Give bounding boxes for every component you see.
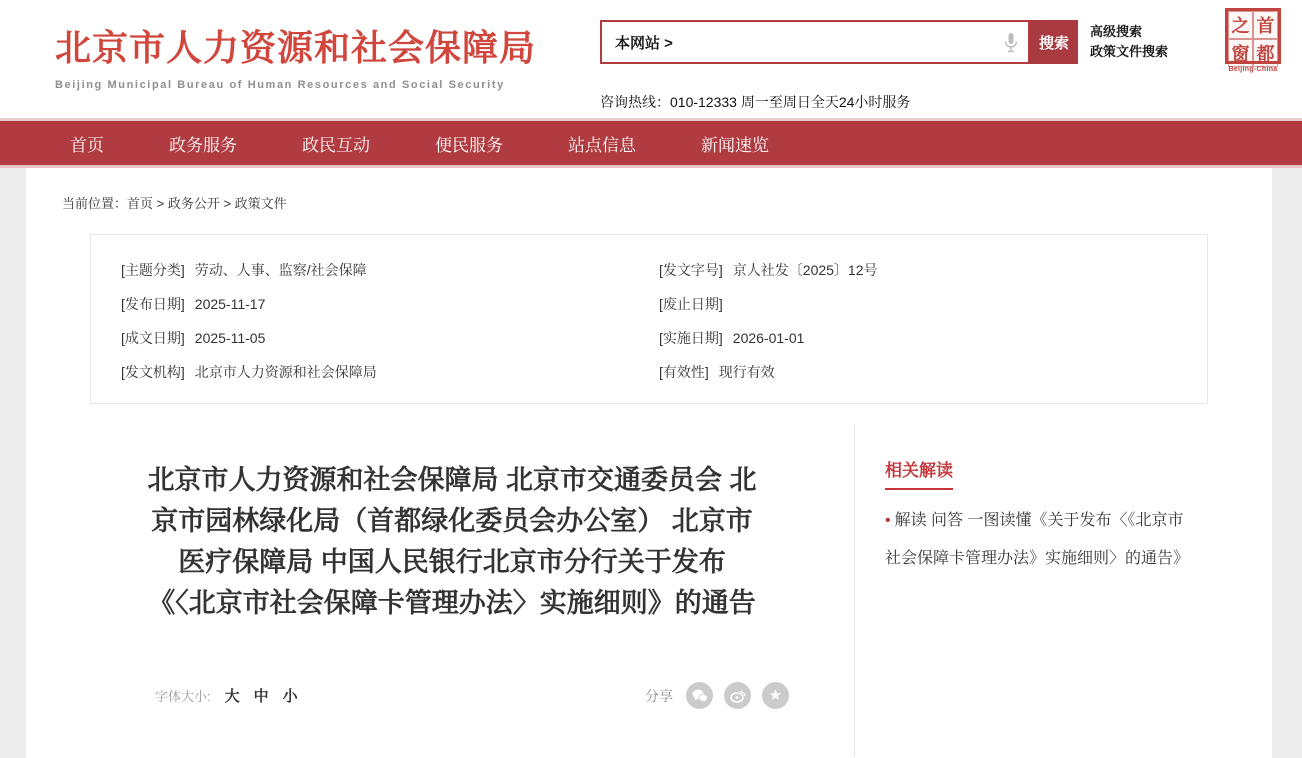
breadcrumb-label: 当前位置： (62, 196, 128, 211)
font-size-medium-button[interactable]: 中 (253, 688, 269, 705)
nav-item-interaction[interactable]: 政民互动 (302, 135, 370, 155)
article-toolbar (90, 682, 814, 709)
article-title-line: 《〈北京市社会保障卡管理办法〉实施细则》的通告 (148, 588, 756, 618)
nav-item-home[interactable]: 首页 (70, 135, 104, 155)
nav-item-site-info[interactable]: 站点信息 (568, 135, 636, 155)
article-title-line: 医疗保障局 中国人民银行北京市分行关于发布 (178, 547, 726, 577)
share-label: 分享 (645, 687, 673, 704)
breadcrumb (62, 193, 1272, 212)
wechat-share-icon[interactable] (686, 682, 713, 709)
search-input[interactable] (673, 22, 1004, 62)
nav-item-news[interactable]: 新闻速览 (701, 135, 769, 155)
related-list (885, 502, 1190, 578)
share-control (645, 682, 789, 709)
meta-left-column (121, 253, 639, 389)
site-logo[interactable] (55, 20, 536, 91)
article-main-column (26, 424, 855, 757)
site-logo-subtitle: Beijing Municipal Bureau of Human Resources and Social Security (55, 79, 505, 91)
content-container (26, 168, 1272, 758)
main-nav (0, 118, 1302, 168)
weibo-share-icon[interactable] (724, 682, 751, 709)
article-title-line: 京市园林绿化局（首都绿化委员会办公室） 北京市 (151, 506, 753, 536)
related-reading-heading[interactable]: 相关解读 (885, 456, 953, 490)
seal-char: 首 (1253, 11, 1278, 39)
related-item-text: 解读 问答 一图读懂《关于发布〈《北京市社会保障卡管理办法》实施细则〉的通告》 (885, 512, 1190, 567)
meta-row: [废止日期] (659, 296, 723, 312)
nav-item-convenience[interactable]: 便民服务 (435, 135, 503, 155)
search-area (600, 20, 1168, 64)
nav-item-services[interactable]: 政务服务 (169, 135, 237, 155)
policy-file-search-link[interactable]: 政策文件搜索 (1090, 44, 1169, 59)
bullet-icon: • (885, 512, 891, 529)
meta-row: [发文字号] 京人社发〔2025〕12号 (659, 262, 878, 278)
breadcrumb-path[interactable]: 首页 > 政务公开 > 政策文件 (127, 196, 287, 211)
favorite-star-icon[interactable] (762, 682, 789, 709)
related-item-link[interactable] (885, 502, 1190, 578)
meta-row: [有效性] 现行有效 (659, 364, 775, 380)
font-size-small-button[interactable]: 小 (282, 688, 298, 705)
advanced-search-link[interactable]: 高级搜索 (1090, 24, 1143, 39)
font-size-label: 字体大小: (155, 689, 211, 704)
related-sidebar (855, 424, 1272, 757)
font-size-control (155, 685, 298, 706)
seal-char: 都 (1253, 39, 1278, 67)
article-title (90, 460, 814, 624)
search-box (600, 20, 1030, 64)
seal-caption: Beijing-China (1228, 66, 1278, 73)
site-header (0, 0, 1302, 118)
meta-row: [发布日期] 2025-11-17 (121, 296, 266, 312)
capital-window-logo[interactable] (1222, 8, 1284, 73)
hotline-text: 咨询热线：010-12333 周一至周日全天24小时服务 (600, 94, 911, 110)
search-button[interactable]: 搜索 (1030, 20, 1078, 64)
seal-char: 窗 (1228, 39, 1253, 67)
meta-row: [实施日期] 2026-01-01 (659, 330, 805, 346)
search-links (1090, 20, 1168, 64)
microphone-icon[interactable] (1004, 32, 1028, 53)
capital-window-seal-icon (1225, 8, 1281, 64)
article-title-line: 北京市人力资源和社会保障局 北京市交通委员会 北 (147, 465, 757, 495)
article-region (26, 424, 1272, 757)
document-meta-box (90, 234, 1208, 404)
star-glyph: ★ (768, 687, 783, 704)
seal-char: 之 (1228, 11, 1253, 39)
meta-row: [成文日期] 2025-11-05 (121, 330, 266, 346)
site-logo-title: 北京市人力资源和社会保障局 (55, 27, 537, 68)
meta-row: [发文机构] 北京市人力资源和社会保障局 (121, 364, 377, 380)
page-background (0, 168, 1302, 758)
font-size-large-button[interactable]: 大 (224, 688, 240, 705)
meta-right-column (659, 253, 1177, 389)
search-scope-selector[interactable]: 本网站 > (615, 34, 673, 52)
meta-row: [主题分类] 劳动、人事、监察/社会保障 (121, 262, 367, 278)
